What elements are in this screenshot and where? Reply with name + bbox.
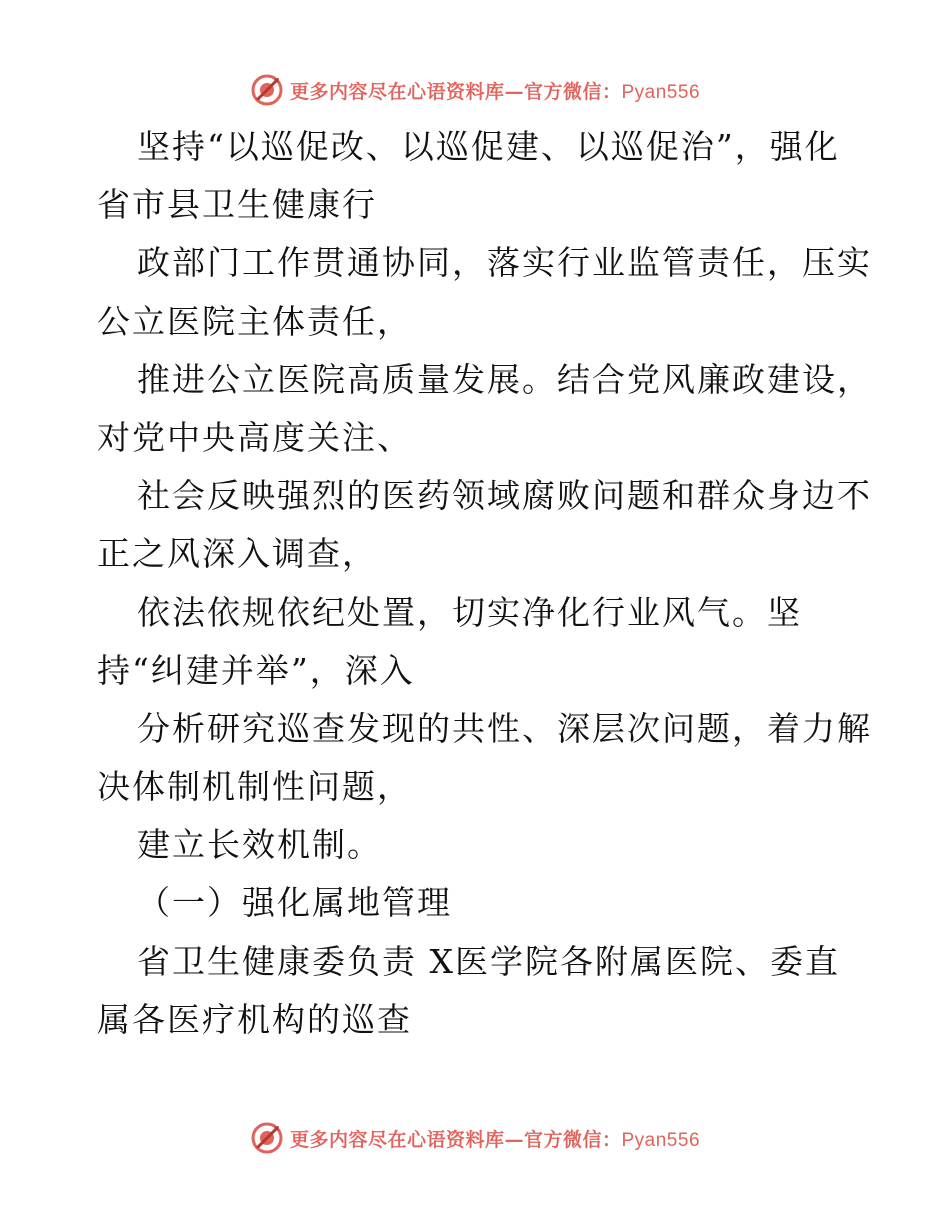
body-text-line: （一）强化属地管理: [137, 883, 452, 923]
body-text-line: 社会反映强烈的医药领域腐败问题和群众身边不: [137, 476, 872, 516]
body-text-line: 分析研究巡查发现的共性、深层次问题，着力解: [137, 708, 872, 748]
body-text-line: 政部门工作贯通协同，落实行业监管责任，压实: [137, 243, 872, 283]
body-text-line: 推进公立医院高质量发展。结合党风廉政建设，: [137, 359, 872, 399]
body-text-line: 对党中央高度关注、: [97, 417, 412, 457]
body-text-line: 正之风深入调查，: [97, 534, 377, 574]
brand-logo-icon: [250, 1121, 284, 1155]
document-body: [97, 118, 872, 1049]
footer-banner: [0, 1118, 950, 1158]
body-text-line: 依法依规依纪处置，切实净化行业风气。坚: [137, 592, 802, 632]
body-text-line: 持“纠建并举”，深入: [97, 650, 415, 690]
body-text-line: 公立医院主体责任，: [97, 301, 412, 341]
body-text-line: 省卫生健康委负责 X医学院各附属医院、委直: [137, 941, 840, 981]
header-banner: [0, 70, 950, 110]
footer-banner-text: 更多内容尽在心语资料库—官方微信：Pyan556: [289, 1128, 701, 1151]
body-text-line: 属各医疗机构的巡查: [97, 999, 412, 1039]
body-text-line: 省市县卫生健康行: [97, 185, 377, 225]
header-banner-text: 更多内容尽在心语资料库—官方微信：Pyan556: [289, 80, 701, 103]
body-text-line: 坚持“以巡促改、以巡促建、以巡促治”，强化: [137, 127, 840, 166]
body-text-line: 决体制机制性问题，: [97, 767, 412, 807]
body-text-line: 建立长效机制。: [137, 825, 382, 865]
brand-logo-icon: [250, 73, 284, 107]
